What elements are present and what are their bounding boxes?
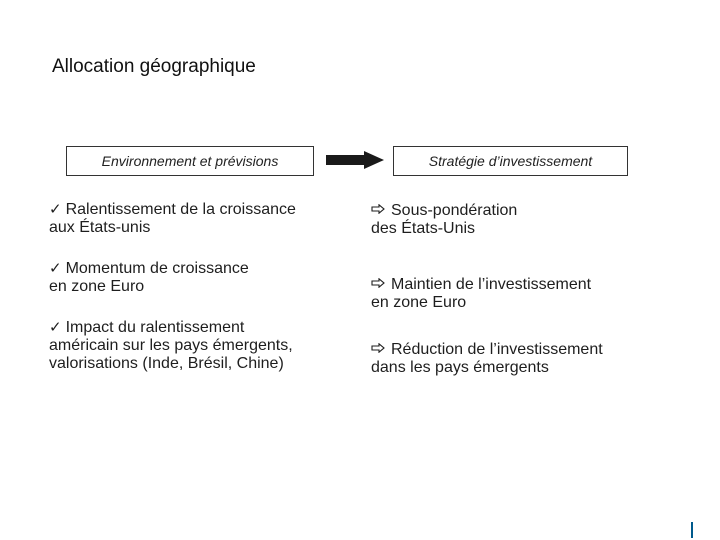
slide-title: Allocation géographique xyxy=(52,56,256,77)
check-icon: ✓ xyxy=(49,260,62,277)
left-item-2 xyxy=(49,260,249,296)
left-item-3-text: Impact du ralentissement américain sur les pays émergents, valorisations (Inde, Brésil, Chine) xyxy=(49,319,293,372)
right-item-1 xyxy=(371,202,517,238)
arrow-outline-icon xyxy=(371,343,385,353)
environment-header-label: Environnement et prévisions xyxy=(101,153,279,169)
left-item-1-text: Ralentissement de la croissance aux États-unis xyxy=(49,201,296,236)
check-icon: ✓ xyxy=(49,201,62,218)
right-item-3-text: Réduction de l’investissement dans les pays émergents xyxy=(371,341,603,376)
arrow-outline-icon xyxy=(371,278,385,288)
check-icon: ✓ xyxy=(49,319,62,336)
strategy-header-box xyxy=(393,146,628,176)
left-item-2-text: Momentum de croissance en zone Euro xyxy=(49,260,249,295)
left-item-1 xyxy=(49,201,296,237)
strategy-header-label: Stratégie d’investissement xyxy=(428,153,593,169)
block-arrow-icon xyxy=(324,150,386,170)
left-item-3 xyxy=(49,319,293,373)
environment-header-box xyxy=(66,146,314,176)
right-item-2 xyxy=(371,276,591,312)
right-item-3 xyxy=(371,341,603,377)
right-item-1-text: Sous-pondération des États-Unis xyxy=(371,202,518,237)
arrow-outline-icon xyxy=(371,204,385,214)
right-item-2-text: Maintien de l’investissement en zone Euro xyxy=(371,276,592,311)
corner-marker xyxy=(691,522,693,538)
